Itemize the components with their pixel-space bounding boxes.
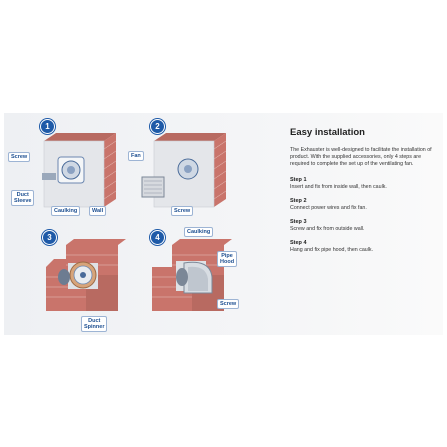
intro-paragraph: The Exhauster is well-designed to facilitate the installation of product. With the supplied accessories, only 4 steps are required to complete the set up of the ventilating fan. <box>290 147 432 167</box>
step-2-name: Step 2 <box>290 198 307 204</box>
step-3-badge: 3 <box>42 230 57 245</box>
step-2-badge: 2 <box>150 119 165 134</box>
label-caulking: Caulking <box>51 206 80 216</box>
label-fan: Fan <box>128 151 144 161</box>
installation-panel <box>4 113 443 335</box>
step-1-badge: 1 <box>40 119 55 134</box>
label-duct-sleeve: Duct Sleeve <box>11 190 34 206</box>
step-4-badge: 4 <box>150 230 165 245</box>
step-3-desc: Screw and fix from outside wall. <box>290 226 365 232</box>
diagram-3-illustration <box>38 237 138 317</box>
step-item <box>290 198 438 212</box>
step-4-desc: Hang and fix pipe hood, then caulk. <box>290 247 374 253</box>
step-2-desc: Connect power wires and fix fan. <box>290 205 367 211</box>
label-screw-3: Screw <box>217 299 239 309</box>
step-item <box>290 219 438 233</box>
step-item <box>290 240 438 254</box>
diagrams-area <box>4 113 280 335</box>
step-1-name: Step 1 <box>290 177 307 183</box>
instructions-text <box>290 127 438 261</box>
label-screw-2: Screw <box>171 206 193 216</box>
label-screw: Screw <box>8 152 30 162</box>
step-item <box>290 177 438 191</box>
label-duct-spinner: Duct Spinner <box>81 316 107 332</box>
label-wall: Wall <box>89 206 106 216</box>
step-3-name: Step 3 <box>290 219 307 225</box>
section-title: Easy installation <box>290 127 365 138</box>
step-1-desc: Insert and fix from inside wall, then caulk. <box>290 184 387 190</box>
label-pipe-hood: Pipe Hood <box>217 251 237 267</box>
label-caulking-2: Caulking <box>184 227 213 237</box>
step-4-name: Step 4 <box>290 240 307 246</box>
